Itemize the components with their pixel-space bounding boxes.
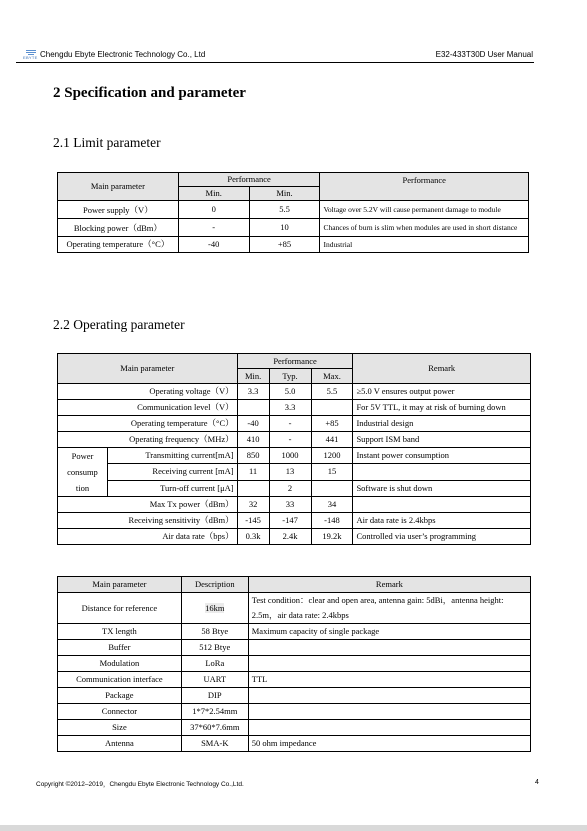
power-consumption-label xyxy=(58,448,108,497)
op-head-typ: Typ. xyxy=(269,369,311,384)
desc-param-name: Distance for reference xyxy=(58,593,182,624)
table-row xyxy=(58,656,531,672)
op-remark: Controlled via user’s programming xyxy=(353,529,531,545)
op-typ: 5.0 xyxy=(269,384,311,400)
op-min: 0.3k xyxy=(237,529,269,545)
limit-min-value: 0 xyxy=(178,201,249,219)
op-param-name: Air data rate（bps） xyxy=(58,529,238,545)
limit-max-value: 5.5 xyxy=(249,201,320,219)
limit-row xyxy=(58,219,529,237)
section-title: 2 Specification and parameter xyxy=(53,85,246,101)
op-min xyxy=(237,400,269,416)
op-min: 3.3 xyxy=(237,384,269,400)
limit-max-value: +85 xyxy=(249,237,320,253)
op-min: -145 xyxy=(237,513,269,529)
op-typ: 1000 xyxy=(269,448,311,464)
desc-value: 58 Btye xyxy=(181,624,248,640)
desc-remark: Test condition：clear and open area, antenna gain: 5dBi，antenna height: 2.5m，air data rate: 2.4kbps xyxy=(248,593,530,624)
desc-head-description: Description xyxy=(181,577,248,593)
desc-value: DIP xyxy=(181,688,248,704)
company-name: Chengdu Ebyte Electronic Technology Co., Ltd xyxy=(40,50,206,59)
limit-head-main: Main parameter xyxy=(58,173,179,201)
desc-value: LoRa xyxy=(181,656,248,672)
op-typ: 2.4k xyxy=(269,529,311,545)
table-row xyxy=(58,432,531,448)
op-max: +85 xyxy=(311,416,353,432)
desc-param-name: Communication interface xyxy=(58,672,182,688)
desc-param-name: Modulation xyxy=(58,656,182,672)
desc-remark xyxy=(248,656,530,672)
page-header xyxy=(23,50,533,62)
footer-copyright: Copyright ©2012–2019，Chengdu Ebyte Electronic Technology Co.,Ltd. xyxy=(36,781,244,788)
limit-head-performance: Performance xyxy=(178,173,320,187)
op-head-remark: Remark xyxy=(353,354,531,384)
op-param-name: Max Tx power（dBm） xyxy=(58,497,238,513)
limit-head-remark: Performance xyxy=(320,173,529,201)
op-max: 34 xyxy=(311,497,353,513)
op-typ: -147 xyxy=(269,513,311,529)
power-label-line-3: tion xyxy=(75,483,90,493)
desc-param-name: Size xyxy=(58,720,182,736)
op-typ: - xyxy=(269,432,311,448)
limit-param-name: Blocking power（dBm） xyxy=(58,219,179,237)
op-min: 11 xyxy=(237,464,269,480)
desc-param-name: TX length xyxy=(58,624,182,640)
limit-head-min-2: Min. xyxy=(249,187,320,201)
table-row xyxy=(58,480,531,496)
page-bottom-edge xyxy=(0,825,587,831)
table-row xyxy=(58,384,531,400)
table-row xyxy=(58,688,531,704)
limit-min-value: -40 xyxy=(178,237,249,253)
desc-value-highlighted: 16km xyxy=(205,602,225,613)
op-typ: - xyxy=(269,416,311,432)
limit-remark: Voltage over 5.2V will cause permanent damage to module xyxy=(320,201,529,219)
op-max xyxy=(311,400,353,416)
op-remark: Software is shut down xyxy=(353,480,531,496)
op-min: 410 xyxy=(237,432,269,448)
op-head-max: Max. xyxy=(311,369,353,384)
table-row xyxy=(58,464,531,480)
table-row xyxy=(58,704,531,720)
desc-value: 512 Btye xyxy=(181,640,248,656)
desc-value: 1*7*2.54mm xyxy=(181,704,248,720)
op-head-min: Min. xyxy=(237,369,269,384)
limit-row xyxy=(58,237,529,253)
desc-remark xyxy=(248,720,530,736)
op-param-name: Operating frequency（MHz） xyxy=(58,432,238,448)
op-min: -40 xyxy=(237,416,269,432)
table-row xyxy=(58,416,531,432)
op-param-name: Communication level（V） xyxy=(58,400,238,416)
limit-remark: Industrial xyxy=(320,237,529,253)
limit-parameter-title: 2.1 Limit parameter xyxy=(53,135,161,150)
table-row xyxy=(58,448,531,464)
table-row xyxy=(58,736,531,752)
desc-remark xyxy=(248,704,530,720)
op-typ: 3.3 xyxy=(269,400,311,416)
op-remark: Instant power consumption xyxy=(353,448,531,464)
op-remark xyxy=(353,464,531,480)
limit-max-value: 10 xyxy=(249,219,320,237)
desc-remark xyxy=(248,640,530,656)
op-remark: For 5V TTL, it may at risk of burning down xyxy=(353,400,531,416)
op-min: 32 xyxy=(237,497,269,513)
desc-remark: Maximum capacity of single package xyxy=(248,624,530,640)
op-param-name: Transmitting current[mA] xyxy=(107,448,237,464)
op-remark xyxy=(353,497,531,513)
limit-row xyxy=(58,201,529,219)
power-label-line-2: consump xyxy=(67,467,98,477)
desc-value: 37*60*7.6mm xyxy=(181,720,248,736)
table-row xyxy=(58,513,531,529)
table-row xyxy=(58,672,531,688)
op-param-name: Receiving sensitivity（dBm） xyxy=(58,513,238,529)
power-label-line-1: Power xyxy=(71,451,94,461)
desc-head-remark: Remark xyxy=(248,577,530,593)
operating-parameter-table xyxy=(57,353,531,545)
op-remark: ≥5.0 V ensures output power xyxy=(353,384,531,400)
op-remark: Support ISM band xyxy=(353,432,531,448)
op-max: 19.2k xyxy=(311,529,353,545)
desc-value xyxy=(181,593,248,624)
table-row xyxy=(58,400,531,416)
limit-param-name: Operating temperature（°C） xyxy=(58,237,179,253)
op-max: 441 xyxy=(311,432,353,448)
op-param-name: Receiving current [mA] xyxy=(107,464,237,480)
op-typ: 2 xyxy=(269,480,311,496)
desc-value: SMA-K xyxy=(181,736,248,752)
manual-title: E32-433T30D User Manual xyxy=(435,50,533,59)
table-row xyxy=(58,497,531,513)
desc-remark: TTL xyxy=(248,672,530,688)
ebyte-logo xyxy=(23,50,39,61)
op-remark: Industrial design xyxy=(353,416,531,432)
op-param-name: Operating voltage（V） xyxy=(58,384,238,400)
table-row xyxy=(58,593,531,624)
op-max: 15 xyxy=(311,464,353,480)
op-typ: 13 xyxy=(269,464,311,480)
op-head-performance: Performance xyxy=(237,354,353,369)
desc-head-main: Main parameter xyxy=(58,577,182,593)
desc-remark: 50 ohm impedance xyxy=(248,736,530,752)
limit-remark: Chances of burn is slim when modules are used in short distance xyxy=(320,219,529,237)
op-typ: 33 xyxy=(269,497,311,513)
op-param-name: Turn-off current [μA] xyxy=(107,480,237,496)
op-max: 1200 xyxy=(311,448,353,464)
table-row xyxy=(58,624,531,640)
logo-text: EBYTE xyxy=(23,55,38,60)
operating-parameter-title: 2.2 Operating parameter xyxy=(53,317,185,332)
op-param-name: Operating temperature（°C） xyxy=(58,416,238,432)
table-row xyxy=(58,640,531,656)
page-number: 4 xyxy=(535,779,539,786)
desc-value: UART xyxy=(181,672,248,688)
op-min xyxy=(237,480,269,496)
description-table xyxy=(57,576,531,752)
desc-remark xyxy=(248,688,530,704)
desc-param-name: Package xyxy=(58,688,182,704)
op-min: 850 xyxy=(237,448,269,464)
limit-min-value: - xyxy=(178,219,249,237)
op-remark: Air data rate is 2.4kbps xyxy=(353,513,531,529)
limit-parameter-table xyxy=(57,172,529,253)
table-row xyxy=(58,720,531,736)
desc-param-name: Buffer xyxy=(58,640,182,656)
op-head-main: Main parameter xyxy=(58,354,238,384)
op-max: 5.5 xyxy=(311,384,353,400)
op-max xyxy=(311,480,353,496)
limit-head-min: Min. xyxy=(178,187,249,201)
limit-param-name: Power supply（V） xyxy=(58,201,179,219)
op-max: -148 xyxy=(311,513,353,529)
desc-param-name: Connector xyxy=(58,704,182,720)
header-rule xyxy=(16,62,534,63)
desc-param-name: Antenna xyxy=(58,736,182,752)
table-row xyxy=(58,529,531,545)
